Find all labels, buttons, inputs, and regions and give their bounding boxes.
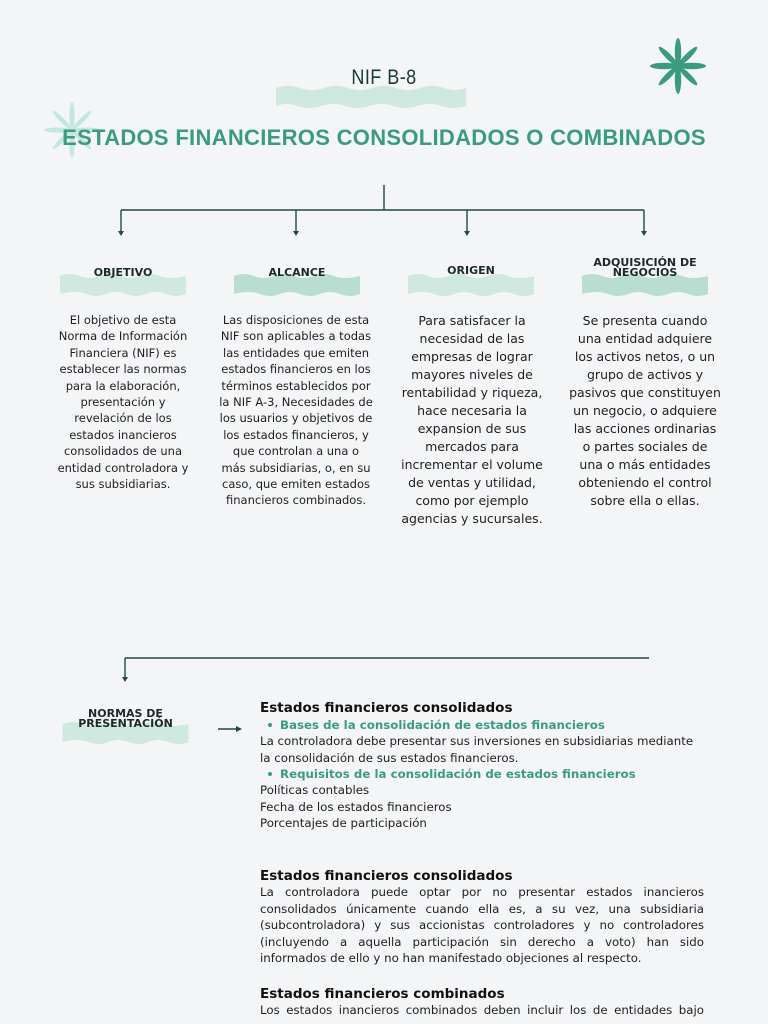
label-objetivo: OBJETIVO [93, 266, 153, 279]
bases-text: La controladora debe presentar sus inversiones en subsidiarias mediante la consolidación de sus estados financieros. [260, 734, 694, 765]
section-2-text: La controladora puede optar por no presentar estados inancieros consolidados únicamente cuando ella es, a su vez, una subsidiaria (subcontroladora) y sus accionistas controladores y no controladores (incluyendo a aquella participación sin derecho a voto) han sido informados de ello y no han manifestado objeciones al respecto. [260, 885, 704, 966]
alcance-text: Las disposiciones de esta NIF son aplicables a todas las entidades que emiten estados financieros en los términos establecidos por la NIF A-3, Necesidades de los usuarios y objetivos de los estados financieros, y que controlan a una o más subsidiarias, o, en su caso, que emiten estados financieros combinados. [219, 313, 373, 508]
label-adquisicion [572, 258, 718, 278]
objetivo-text: El objetivo de esta Norma de Información Financiera (NIF) es establecer las normas para la elaboración, presentación y revelación de los estados inancieros consolidados de una entidad controladora y sus subsidiarias. [57, 313, 189, 492]
bullet-bases: Bases de la consolidación de estados financieros [260, 717, 706, 733]
normas-section-2 [260, 868, 704, 967]
origen-text: Para satisfacer la necesidad de las empresas de lograr mayores niveles de rentabilidad y riqueza, hace necesaria la expansion de sus mercados para incrementar el volume de ventas y utilidad, como por ejemplo agencias y sucursales. [401, 313, 543, 526]
label-adquisicion-line2: NEGOCIOS [612, 266, 678, 279]
label-normas [62, 709, 189, 729]
section-title: Estados financieros consolidados [260, 700, 513, 716]
label-normas-line2: PRESENTACIÓN [78, 717, 173, 730]
document-code: NIF B-8 [351, 66, 417, 89]
normas-section-3 [260, 986, 704, 1019]
requisito-item: Fecha de los estados financieros [260, 799, 452, 814]
label-origen: ORIGEN [447, 264, 495, 277]
section-title: Estados financieros combinados [260, 986, 505, 1002]
section-title: Estados financieros consolidados [260, 868, 513, 884]
bullet-requisitos: Requisitos de la consolidación de estados financieros [260, 766, 706, 782]
requisito-item: Políticas contables [260, 783, 370, 798]
label-normas-line1: NORMAS DE [88, 707, 163, 720]
label-alcance: ALCANCE [268, 266, 326, 279]
adquisicion-text: Se presenta cuando una entidad adquiere los activos netos, o un grupo de activos y pasivos que constituyen un negocio, o adquiere las acciones ordinarias o partes sociales de una o más entidades obteniendo el control sobre ella o ellas. [569, 313, 721, 508]
requisito-item: Porcentajes de participación [260, 816, 427, 831]
connector-lines [0, 0, 768, 240]
section-3-text: Los estados inancieros combinados deben incluir los de entidades bajo [260, 1003, 704, 1017]
normas-section-1 [260, 700, 706, 832]
label-adquisicion-line1: ADQUISICIÓN DE [593, 256, 697, 269]
page-title: ESTADOS FINANCIEROS CONSOLIDADOS O COMBINADOS [62, 125, 706, 150]
